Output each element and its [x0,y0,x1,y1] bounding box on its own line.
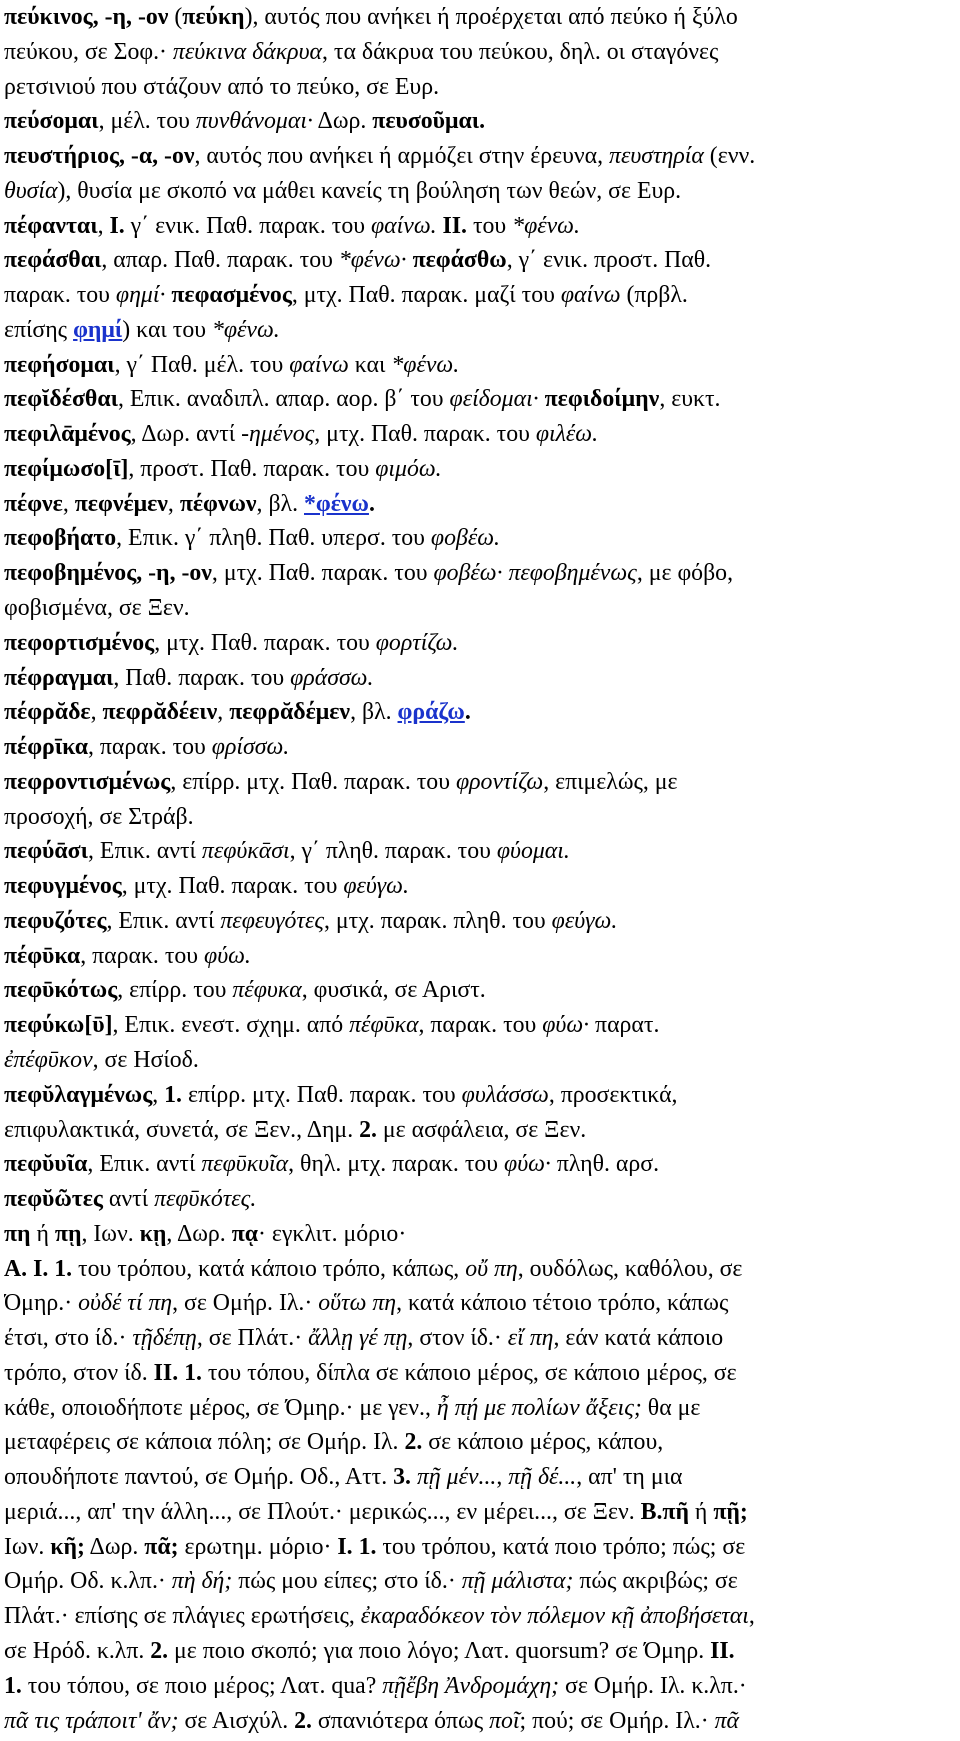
body-text: με ασφάλεια, σε Ξεν. [376,1116,587,1143]
body-text: , μτχ. Παθ. παρακ. του [154,629,376,656]
body-text: , αυτός που ανήκει ή αρμόζει στην έρευνα, [194,143,610,170]
body-text: , κατά κάποιο τέτοιο τρόπο, κάπως [396,1290,729,1317]
entry-line [4,626,950,661]
body-text: ) και του [122,316,212,343]
italic-text: πευστηρία [609,143,704,170]
italic-text: πεφευγότες [220,907,324,934]
body-text: του [467,212,513,239]
body-text: , μτχ. Παθ. παρακ. του [314,421,536,448]
italic-text: πὴ δή; [171,1568,233,1595]
entry-line [4,1391,950,1426]
entry-line [4,1425,950,1460]
body-text: πώς μου είπες; στο ίδ.· [232,1568,462,1595]
italic-text: πυνθάνομαι· [195,108,313,135]
cross-reference-link[interactable]: φημί [73,316,123,343]
body-text: , Επικ. αντί [106,907,221,934]
headword-text: . [368,490,375,517]
entry-line [4,1113,950,1148]
headword-text: πᾶ; [144,1533,179,1560]
body-text: , θηλ. μτχ. παρακ. του [288,1151,505,1178]
headword-text: 2. [404,1429,423,1456]
body-text: , μτχ. Παθ. παρακ. του [121,873,344,900]
headword-text: πευστήριος, -α, -ον [4,143,195,170]
headword-text: πέφραγμαι [4,664,114,691]
body-text: , απ' τη μια [576,1464,683,1491]
body-text: σε Ηρόδ. κ.λπ. [4,1637,151,1664]
body-text: πληθ. αρσ. [550,1151,660,1178]
body-text: μεταφέρεις σε κάποια πόλη; σε Ομήρ. Ιλ. [4,1429,405,1456]
italic-text: φύω. [204,942,251,969]
body-text: φοβισμένα, σε Ξεν. [4,595,190,622]
body-text: , ουδόλως, καθόλου, σε [517,1255,743,1282]
entry-line [4,35,950,70]
headword-text: πέφῡκα [4,942,81,969]
body-text: Δωρ. [84,1533,145,1560]
italic-text: φύομαι. [496,838,570,865]
body-text: , Ιων. [81,1220,140,1247]
headword-text: πεφασμένος [171,282,292,309]
cross-reference-link[interactable]: *φένω [304,490,369,517]
body-text: , [496,1464,509,1491]
headword-text: πῃ [54,1220,82,1247]
italic-text: πέφῡκα [349,1012,419,1039]
entry-line [4,730,950,765]
body-text: , μτχ. παρακ. πληθ. του [323,907,552,934]
entry-line [4,1008,950,1043]
entry-line [4,70,950,105]
entry-line [4,800,950,835]
entry-line [4,0,950,35]
body-text: Ιων. [4,1533,51,1560]
body-text: , [90,699,103,726]
italic-text: ἦ πῄ με πολίων ἄξεις; [436,1394,642,1421]
headword-text: II. [442,212,468,239]
body-text: ), αυτός που ανήκει ή προέρχεται από πεύκο ή ξύλο [244,4,738,30]
headword-text: πέφνων [179,490,257,517]
italic-text: φαίνω [289,351,349,378]
entry-line [4,209,950,244]
italic-text: πέφυκα [232,977,302,1004]
headword-text: πεφυζότες [4,907,107,934]
headword-text: πεφοβημένος, -η, -ον [4,560,212,587]
italic-text: οὕτω πη [318,1290,397,1317]
headword-text: πεύκη [182,4,245,30]
entry-line [4,104,950,139]
italic-text: φεύγω. [343,873,409,900]
headword-text: πεφῠλαγμένως [4,1081,153,1108]
headword-text: πεφρᾰδέειν [102,699,218,726]
body-text: ; πού; σε Ομήρ. Ιλ.· [519,1707,715,1734]
headword-text: πεφήσομαι [4,351,115,378]
body-text: , σε Πλάτ.· [196,1325,309,1352]
body-text: ( [168,4,183,30]
headword-text: πᾳ [231,1220,259,1247]
italic-text: φρίσσω. [211,734,290,761]
italic-text: ἐκαραδόκεον τὸν πόλεμον κῇ ἀποβήσεται [360,1603,749,1630]
body-text: , μέλ. του [98,108,196,135]
italic-text: πεφῡκυῖα [201,1151,289,1178]
body-text: , με φόβο, [636,560,734,587]
body-text: , [748,1603,755,1630]
italic-text: φιλέω. [535,421,599,448]
body-text: , προστ. Παθ. παρακ. του [128,455,376,482]
body-text: , παρακ. του [418,1012,543,1039]
headword-text: πεύκινος, -η, -ον [4,4,169,30]
body-text: , Επικ. ενεστ. σχημ. από [112,1012,350,1039]
body-text: πεύκου, σε Σοφ.· [4,38,173,65]
body-text: θα με [641,1394,701,1421]
body-text: , [62,490,75,517]
headword-text: πεφοβήατο [4,525,117,552]
body-text: σπανιότερα όπως [311,1707,490,1734]
italic-text: φύω· [504,1151,551,1178]
headword-text: 1. [164,1081,182,1108]
headword-text: II. 1. [153,1359,202,1386]
headword-text: πεφύκω[ῡ] [4,1012,113,1039]
body-text: , εάν κατά κάποιο [553,1325,724,1352]
headword-text: πέφρῑκα [4,734,88,761]
entry-line [4,1217,950,1252]
entry-line [4,313,950,348]
italic-text: φοβέω· [433,560,503,587]
entry-line [4,382,950,417]
headword-text: I. 1. [337,1533,377,1560]
entry-line [4,904,950,939]
headword-text: πεφιλᾱμένος [4,421,131,448]
headword-text: πεφῐδέσθαι [4,386,118,413]
body-text: σε κάποιο μέρος, κάπου, [422,1429,664,1456]
entry-line [4,521,950,556]
entry-line [4,243,950,278]
body-text: , γ΄ Παθ. μέλ. του [114,351,290,378]
body-text: παρακ. του [4,282,116,309]
entry-line [4,1043,950,1078]
italic-text: πῇἔβη Ἀνδρομάχη; [382,1672,560,1699]
body-text: , επιμελώς, με [543,768,678,795]
italic-text: εἴ πη [507,1325,554,1352]
italic-text: φύω· [542,1012,590,1039]
headword-text: πεφύᾱσι [4,838,89,865]
italic-text: θυσία [4,177,58,204]
body-text: , Επικ. αντί [88,838,202,865]
body-text: Ομήρ. Οδ. κ.λπ.· [4,1568,172,1595]
italic-text: *φένω. [512,212,580,239]
italic-text: φοβέω. [430,525,500,552]
body-text: , βλ. [350,699,398,726]
italic-text: ποῖ [489,1707,520,1734]
italic-text: *φένω. [211,316,280,343]
italic-text: ἐπέφῡκον [4,1046,93,1073]
italic-text: ἄλλῃ γέ πῃ [308,1325,408,1352]
italic-text: φαίνω. [370,212,437,239]
body-text: Όμηρ.· [4,1290,79,1317]
entry-line [4,1078,950,1113]
entry-line [4,1704,950,1739]
headword-text: 3. [393,1464,411,1491]
headword-text: πεφορτισμένος [4,629,155,656]
body-text: πώς ακριβώς; σε [573,1568,738,1595]
headword-text: II. [710,1637,735,1664]
headword-text: πεφιδοίμην [544,386,660,413]
headword-text: πεφρᾰδέμεν [229,699,351,726]
entry-line [4,1286,950,1321]
italic-text: φιμόω. [375,455,442,482]
italic-text: φείδομαι· [449,386,539,413]
body-text: γ΄ ενικ. Παθ. παρακ. του [124,212,371,239]
italic-text: φροντίζω [455,768,544,795]
headword-text: Β.πῆ [640,1498,689,1525]
body-text: επίρρ. μτχ. Παθ. παρακ. του [182,1081,462,1108]
headword-text: κῃ [139,1220,167,1247]
entry-line [4,417,950,452]
body-text: ρετσινιού που στάζουν από το πεύκο, σε Ευρ. [4,73,440,100]
entry-line [4,556,950,591]
headword-text: πέφρᾰδε [4,699,91,726]
body-text: επίσης [4,316,74,343]
body-text: , Παθ. παρακ. του [113,664,291,691]
headword-text: πέφνε [4,490,63,517]
entry-line [4,1252,950,1287]
entry-line [4,834,950,869]
body-text: , Δωρ. [166,1220,232,1247]
cross-reference-link[interactable]: φράζω [397,699,465,726]
entry-line [4,695,950,730]
body-text: , προσεκτικά, [548,1081,678,1108]
body-text: , [97,212,110,239]
body-text: , Επικ. γ΄ πληθ. Παθ. υπερσ. του [116,525,431,552]
headword-text: κῆ; [50,1533,85,1560]
italic-text: πεφύκᾱσι [201,838,290,865]
entry-line [4,591,950,626]
headword-text: πεφυγμένος [4,873,122,900]
headword-text: πέφανται [4,212,98,239]
headword-text: 2. [150,1637,169,1664]
italic-text: φυλάσσω [461,1081,549,1108]
body-text: παρατ. [589,1012,660,1039]
headword-text: πῇ; [713,1498,748,1525]
body-text: , γ΄ πληθ. παρακ. του [289,838,497,865]
headword-text: πεφνέμεν [74,490,168,517]
headword-text: πεφῡκότως [4,977,118,1004]
headword-text: πεφροντισμένως [4,768,171,795]
italic-text: φεύγω. [551,907,618,934]
italic-text: πῇ μέν... [416,1464,497,1491]
headword-text: πεύσομαι [4,108,99,135]
body-text: · εγκλιτ. μόριο· [258,1220,407,1247]
entry-line [4,139,950,174]
entry-line [4,1182,950,1217]
body-text: τρόπο, στον ίδ. [4,1359,154,1386]
body-text: , γ΄ ενικ. προστ. Παθ. [506,247,712,274]
body-text: , επίρρ. μτχ. Παθ. παρακ. του [170,768,456,795]
entry-line [4,661,950,696]
body-text: , [217,699,230,726]
headword-text: πευσοῦμαι. [372,108,486,135]
body-text: προσοχή, σε Στράβ. [4,803,194,830]
italic-text: οὔ πη [465,1255,518,1282]
italic-text: πεφοβημένως [508,560,637,587]
body-text: , σε Ομήρ. Ιλ.· [172,1290,319,1317]
entry-line [4,1599,950,1634]
italic-text: *φένω· [338,247,407,274]
entry-line [4,973,950,1008]
body-text: σε Ομήρ. Ιλ. κ.λπ.· [559,1672,747,1699]
body-text: Πλάτ.· επίσης σε πλάγιες ερωτήσεις, [4,1603,361,1630]
body-text: , μτχ. Παθ. παρακ. μαζί του [291,282,561,309]
body-text: , [152,1081,165,1108]
italic-text: οὐδέ τί πη [78,1290,173,1317]
body-text: , παρακ. του [87,734,212,761]
entry-line [4,1564,950,1599]
entry-line [4,1530,950,1565]
entry-line [4,1634,950,1669]
headword-text: πεφίμωσο[ῑ] [4,455,129,482]
body-text: , Δωρ. αντί [130,421,242,448]
body-text: του τόπου, σε ποιο μέρος; Λατ. qua? [21,1672,383,1699]
body-text: ή [688,1498,714,1525]
body-text: , τα δάκρυα του πεύκου, δηλ. οι σταγόνες [322,38,719,65]
body-text: ερωτημ. μόριο· [178,1533,338,1560]
italic-text: -ημένος [241,421,315,448]
headword-text: 1. [4,1672,22,1699]
italic-text: πᾶ τις τράποιτ' ἄν; [4,1707,179,1734]
headword-text: 2. [359,1116,377,1143]
entry-line [4,278,950,313]
entry-line [4,1356,950,1391]
headword-text: 2. [294,1707,312,1734]
body-text: (πρβλ. [620,282,688,309]
entry-line [4,1321,950,1356]
headword-text: I. [109,212,125,239]
body-text: Δωρ. [312,108,373,135]
entry-line [4,1147,950,1182]
italic-text: τῇδέπῃ [132,1325,197,1352]
italic-text: πῇ δέ... [508,1464,577,1491]
body-text: επιφυλακτικά, συνετά, σε Ξεν., Δημ. [4,1116,360,1143]
body-text: , σε Ησίοδ. [92,1046,199,1073]
italic-text: πῇ μάλιστα; [461,1568,574,1595]
entry-line [4,939,950,974]
body-text: του τρόπου, κατά κάποιο τρόπο, κάπως, [72,1255,466,1282]
entry-line [4,174,950,209]
body-text: κάθε, οποιοδήποτε μέρος, σε Όμηρ.· με γεν., [4,1394,437,1421]
entry-line [4,869,950,904]
body-text: αντί [102,1186,155,1213]
body-text: , παρακ. του [80,942,205,969]
headword-text: πη [4,1220,31,1247]
italic-text: φορτίζω. [375,629,459,656]
entry-line [4,1495,950,1530]
body-text: , στον ίδ.· [407,1325,508,1352]
italic-text: φαίνω [560,282,621,309]
body-text: έτσι, στο ίδ.· [4,1325,133,1352]
italic-text: φράσσω. [290,664,374,691]
headword-text: . [464,699,471,726]
body-text: οπουδήποτε παντού, σε Ομήρ. Οδ., Αττ. [4,1464,394,1491]
italic-text: πεφῡκότες. [154,1186,257,1213]
entry-line [4,1460,950,1495]
body-text: του τρόπου, κατά ποιο τρόπο; πώς; σε [376,1533,746,1560]
body-text: , μτχ. Παθ. παρακ. του [211,560,434,587]
entry-line [4,765,950,800]
body-text: του τόπου, δίπλα σε κάποιο μέρος, σε κάποιο μέρος, σε [201,1359,737,1386]
body-text: σε Αισχύλ. [178,1707,295,1734]
body-text: με ποιο σκοπό; για ποιο λόγο; Λατ. quorsum? σε Όμηρ. [168,1637,711,1664]
italic-text: πᾶ [714,1707,739,1734]
body-text: και [348,351,392,378]
body-text: ή [30,1220,55,1247]
headword-text: πεφάσθω [412,247,507,274]
body-text: (ενν. [703,143,756,170]
body-text: μεριά..., απ' την άλλη..., σε Πλούτ.· μερικώς..., εν μέρει..., σε Ξεν. [4,1498,641,1525]
headword-text: πεφάσθαι [4,247,102,274]
body-text: , φυσικά, σε Αριστ. [301,977,486,1004]
entry-line [4,452,950,487]
body-text: , Επικ. αναδιπλ. απαρ. αορ. β΄ του [117,386,450,413]
headword-text: πεφῠῶτες [4,1186,103,1213]
body-text: , επίρρ. του [117,977,233,1004]
body-text: , [167,490,180,517]
italic-text: *φένω. [391,351,460,378]
italic-text: φημί· [115,282,166,309]
headword-text: πεφῠυῖα [4,1151,88,1178]
entry-line [4,348,950,383]
entry-line [4,487,950,522]
body-text: ), θυσία με σκοπό να μάθει κανείς τη βούληση των θεών, σε Ευρ. [57,177,682,204]
body-text: , ευκτ. [659,386,721,413]
body-text: , απαρ. Παθ. παρακ. του [101,247,339,274]
entry-line [4,1669,950,1704]
body-text: , Επικ. αντί [87,1151,202,1178]
body-text: , βλ. [256,490,304,517]
headword-text: Α. Ι. 1. [4,1255,73,1282]
italic-text: πεύκινα δάκρυα [172,38,322,65]
